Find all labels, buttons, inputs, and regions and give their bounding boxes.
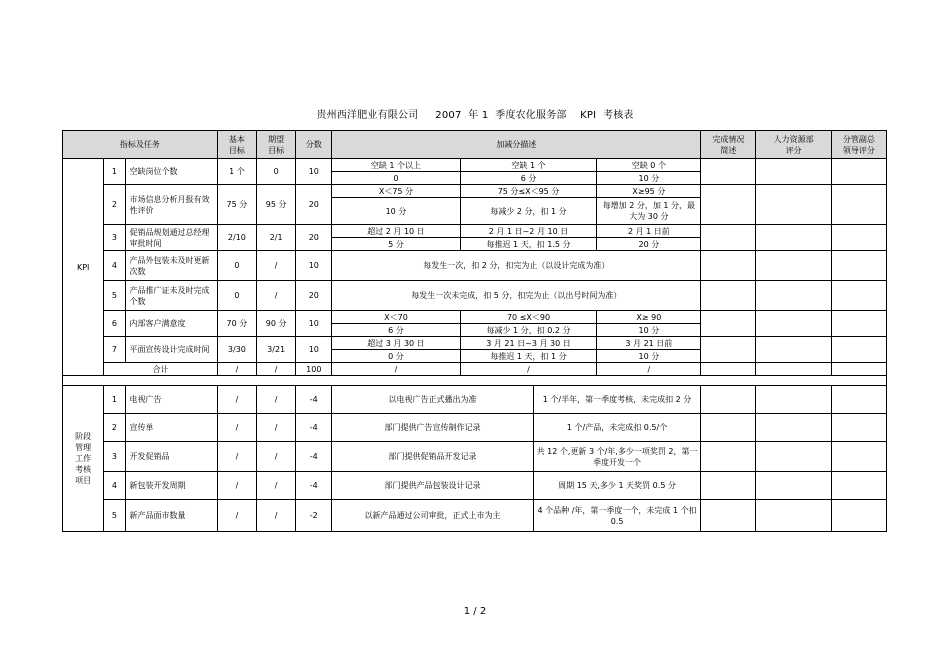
header-description: 加减分描述 bbox=[332, 131, 701, 159]
leader-score-cell[interactable] bbox=[831, 311, 886, 337]
spacer-row bbox=[63, 376, 887, 386]
leader-score-cell[interactable] bbox=[831, 185, 886, 225]
points-cell: 10 分 bbox=[597, 172, 701, 185]
completion-cell[interactable] bbox=[701, 159, 756, 185]
leader-score-cell[interactable] bbox=[831, 159, 886, 185]
leader-score-cell[interactable] bbox=[831, 337, 886, 363]
hr-score-cell[interactable] bbox=[756, 159, 831, 185]
total-cell: / bbox=[332, 363, 460, 376]
score: 10 bbox=[296, 311, 332, 337]
base-target: / bbox=[217, 386, 256, 414]
task-name: 电视广告 bbox=[125, 386, 217, 414]
evaluation-standard: 以电视广告正式播出为准 bbox=[332, 386, 533, 414]
condition-cell: 超过 2 月 10 日 bbox=[332, 225, 460, 238]
table-row bbox=[63, 131, 887, 159]
header-expected-target: 期望 目标 bbox=[257, 131, 296, 159]
score: -2 bbox=[296, 500, 332, 532]
row-number: 4 bbox=[104, 472, 125, 500]
hr-score-cell[interactable] bbox=[756, 363, 831, 376]
table-row bbox=[63, 363, 887, 376]
base-target: / bbox=[217, 414, 256, 442]
row-number: 2 bbox=[104, 185, 125, 225]
evaluation-standard: 部门提供广告宣传制作记录 bbox=[332, 414, 533, 442]
points-cell: 每减少 1 分，扣 0.2 分 bbox=[460, 324, 597, 337]
base-target: 3/30 bbox=[217, 337, 256, 363]
kpi-group-label: KPI bbox=[63, 159, 104, 376]
table-row bbox=[63, 225, 887, 238]
score-rule: 每发生一次，扣 2 分，扣完为止（以设计完成为准） bbox=[332, 251, 701, 281]
expected-target: / bbox=[257, 442, 296, 472]
hr-score-cell[interactable] bbox=[756, 225, 831, 251]
kpi-name: 促销品规划通过总经理审批时间 bbox=[125, 225, 217, 251]
base-target: / bbox=[217, 472, 256, 500]
table-row bbox=[63, 500, 887, 532]
score-rule: 1 个/半年，第一季度考核，未完成扣 2 分 bbox=[533, 386, 701, 414]
points-cell: 20 分 bbox=[597, 238, 701, 251]
hr-score-cell[interactable] bbox=[756, 442, 831, 472]
score-rule: 每发生一次未完成，扣 5 分，扣完为止（以出号时间为准） bbox=[332, 281, 701, 311]
score-rule: 4 个品种 /年，第一季度一个，未完成 1 个扣 0.5 bbox=[533, 500, 701, 532]
row-number: 4 bbox=[104, 251, 125, 281]
points-cell: 每增加 2 分，加 1 分，最大为 30 分 bbox=[597, 198, 701, 225]
condition-cell: 70 ≤X＜90 bbox=[460, 311, 597, 324]
row-number: 2 bbox=[104, 414, 125, 442]
base-target: / bbox=[217, 500, 256, 532]
table-row bbox=[63, 442, 887, 472]
completion-cell[interactable] bbox=[701, 337, 756, 363]
base-target: 2/10 bbox=[217, 225, 256, 251]
completion-cell[interactable] bbox=[701, 472, 756, 500]
points-cell: 10 分 bbox=[597, 324, 701, 337]
base-target: 1 个 bbox=[217, 159, 256, 185]
evaluation-standard: 部门提供促销品开发记录 bbox=[332, 442, 533, 472]
points-cell: 5 分 bbox=[332, 238, 460, 251]
stage-group-label: 阶段 管理 工作 考核 项目 bbox=[63, 386, 104, 532]
task-name: 开发促销品 bbox=[125, 442, 217, 472]
completion-cell[interactable] bbox=[701, 311, 756, 337]
leader-score-cell[interactable] bbox=[831, 472, 886, 500]
header-hr-score: 人力资源部 评分 bbox=[756, 131, 831, 159]
completion-cell[interactable] bbox=[701, 363, 756, 376]
header-leader-score: 分管副总 领导评分 bbox=[831, 131, 886, 159]
row-number: 3 bbox=[104, 442, 125, 472]
kpi-name: 产品外包装未及时更新次数 bbox=[125, 251, 217, 281]
total-expected: / bbox=[257, 363, 296, 376]
page-title: 贵州西洋肥业有限公司 2007 年 1 季度农化服务部 KPI 考核表 bbox=[316, 110, 634, 121]
evaluation-standard: 以新产品通过公司审批，正式上市为主 bbox=[332, 500, 533, 532]
points-cell: 10 分 bbox=[597, 350, 701, 363]
completion-cell[interactable] bbox=[701, 500, 756, 532]
hr-score-cell[interactable] bbox=[756, 251, 831, 281]
condition-cell: 3 月 21 日~3 月 30 日 bbox=[460, 337, 597, 350]
points-cell: 0 分 bbox=[332, 350, 460, 363]
condition-cell: 75 分≤X＜95 分 bbox=[460, 185, 597, 198]
score-rule: 周期 15 天,多少 1 天奖罚 0.5 分 bbox=[533, 472, 701, 500]
expected-target: 2/1 bbox=[257, 225, 296, 251]
completion-cell[interactable] bbox=[701, 386, 756, 414]
total-base: / bbox=[217, 363, 256, 376]
table-row bbox=[63, 376, 887, 386]
base-target: 0 bbox=[217, 251, 256, 281]
expected-target: / bbox=[257, 472, 296, 500]
leader-score-cell[interactable] bbox=[831, 363, 886, 376]
condition-cell: 空缺 1 个 bbox=[460, 159, 597, 172]
completion-cell[interactable] bbox=[701, 414, 756, 442]
condition-cell: X＜75 分 bbox=[332, 185, 460, 198]
score: 20 bbox=[296, 185, 332, 225]
hr-score-cell[interactable] bbox=[756, 472, 831, 500]
kpi-name: 平面宣传设计完成时间 bbox=[125, 337, 217, 363]
expected-target: / bbox=[257, 281, 296, 311]
condition-cell: 2 月 1 日前 bbox=[597, 225, 701, 238]
table-row bbox=[63, 386, 887, 414]
hr-score-cell[interactable] bbox=[756, 337, 831, 363]
score: 20 bbox=[296, 281, 332, 311]
score: -4 bbox=[296, 472, 332, 500]
hr-score-cell[interactable] bbox=[756, 281, 831, 311]
total-cell: / bbox=[460, 363, 597, 376]
score: 10 bbox=[296, 337, 332, 363]
row-number: 3 bbox=[104, 225, 125, 251]
score: 10 bbox=[296, 251, 332, 281]
header-base-target: 基本 目标 bbox=[217, 131, 256, 159]
row-number: 1 bbox=[104, 386, 125, 414]
kpi-name: 内部客户满意度 bbox=[125, 311, 217, 337]
table-row bbox=[63, 311, 887, 324]
total-cell: / bbox=[597, 363, 701, 376]
kpi-name: 市场信息分析月报有效性评价 bbox=[125, 185, 217, 225]
hr-score-cell[interactable] bbox=[756, 311, 831, 337]
score: 20 bbox=[296, 225, 332, 251]
points-cell: 0 bbox=[332, 172, 460, 185]
condition-cell: 3 月 21 日前 bbox=[597, 337, 701, 350]
expected-target: 0 bbox=[257, 159, 296, 185]
leader-score-cell[interactable] bbox=[831, 281, 886, 311]
kpi-name: 产品推广证未及时完成个数 bbox=[125, 281, 217, 311]
points-cell: 每减少 2 分，扣 1 分 bbox=[460, 198, 597, 225]
leader-score-cell[interactable] bbox=[831, 414, 886, 442]
kpi-name: 空缺岗位个数 bbox=[125, 159, 217, 185]
row-number: 7 bbox=[104, 337, 125, 363]
completion-cell[interactable] bbox=[701, 185, 756, 225]
evaluation-standard: 部门提供产品包装设计记录 bbox=[332, 472, 533, 500]
expected-target: / bbox=[257, 414, 296, 442]
condition-cell: X≥ 90 bbox=[597, 311, 701, 324]
expected-target: 90 分 bbox=[257, 311, 296, 337]
points-cell: 6 分 bbox=[460, 172, 597, 185]
completion-cell[interactable] bbox=[701, 281, 756, 311]
score: -4 bbox=[296, 386, 332, 414]
row-number: 1 bbox=[104, 159, 125, 185]
expected-target: 3/21 bbox=[257, 337, 296, 363]
task-name: 新包装开发周期 bbox=[125, 472, 217, 500]
row-number: 5 bbox=[104, 500, 125, 532]
condition-cell: 2 月 1 日~2 月 10 日 bbox=[460, 225, 597, 238]
page-number: 1 / 2 bbox=[463, 606, 487, 617]
completion-cell[interactable] bbox=[701, 442, 756, 472]
table-row bbox=[63, 414, 887, 442]
hr-score-cell[interactable] bbox=[756, 414, 831, 442]
table-row bbox=[63, 472, 887, 500]
condition-cell: 空缺 1 个以上 bbox=[332, 159, 460, 172]
table-row bbox=[63, 281, 887, 311]
base-target: / bbox=[217, 442, 256, 472]
score-rule: 共 12 个,更新 3 个/年,多少一项奖罚 2，第一季度开发一个 bbox=[533, 442, 701, 472]
header-completion: 完成情况 简述 bbox=[701, 131, 756, 159]
condition-cell: 空缺 0 个 bbox=[597, 159, 701, 172]
leader-score-cell[interactable] bbox=[831, 251, 886, 281]
points-cell: 每推迟 1 天，扣 1.5 分 bbox=[460, 238, 597, 251]
total-label: 合计 bbox=[104, 363, 217, 376]
hr-score-cell[interactable] bbox=[756, 185, 831, 225]
total-score: 100 bbox=[296, 363, 332, 376]
completion-cell[interactable] bbox=[701, 251, 756, 281]
base-target: 75 分 bbox=[217, 185, 256, 225]
points-cell: 10 分 bbox=[332, 198, 460, 225]
table-row bbox=[63, 251, 887, 281]
expected-target: / bbox=[257, 251, 296, 281]
expected-target: / bbox=[257, 386, 296, 414]
leader-score-cell[interactable] bbox=[831, 225, 886, 251]
score-rule: 1 个/产品，未完成扣 0.5/个 bbox=[533, 414, 701, 442]
table-row bbox=[63, 185, 887, 198]
hr-score-cell[interactable] bbox=[756, 386, 831, 414]
score: -4 bbox=[296, 442, 332, 472]
task-name: 宣传单 bbox=[125, 414, 217, 442]
base-target: 70 分 bbox=[217, 311, 256, 337]
condition-cell: 超过 3 月 30 日 bbox=[332, 337, 460, 350]
condition-cell: X≥95 分 bbox=[597, 185, 701, 198]
leader-score-cell[interactable] bbox=[831, 442, 886, 472]
score: -4 bbox=[296, 414, 332, 442]
kpi-table bbox=[62, 130, 887, 532]
expected-target: / bbox=[257, 500, 296, 532]
task-name: 新产品面市数量 bbox=[125, 500, 217, 532]
points-cell: 每推迟 1 天，扣 1 分 bbox=[460, 350, 597, 363]
leader-score-cell[interactable] bbox=[831, 500, 886, 532]
row-number: 6 bbox=[104, 311, 125, 337]
leader-score-cell[interactable] bbox=[831, 386, 886, 414]
table-row bbox=[63, 337, 887, 350]
hr-score-cell[interactable] bbox=[756, 500, 831, 532]
condition-cell: X＜70 bbox=[332, 311, 460, 324]
completion-cell[interactable] bbox=[701, 225, 756, 251]
row-number: 5 bbox=[104, 281, 125, 311]
points-cell: 6 分 bbox=[332, 324, 460, 337]
header-task: 指标及任务 bbox=[63, 131, 218, 159]
base-target: 0 bbox=[217, 281, 256, 311]
table-row bbox=[63, 159, 887, 172]
expected-target: 95 分 bbox=[257, 185, 296, 225]
score: 10 bbox=[296, 159, 332, 185]
header-score: 分数 bbox=[296, 131, 332, 159]
